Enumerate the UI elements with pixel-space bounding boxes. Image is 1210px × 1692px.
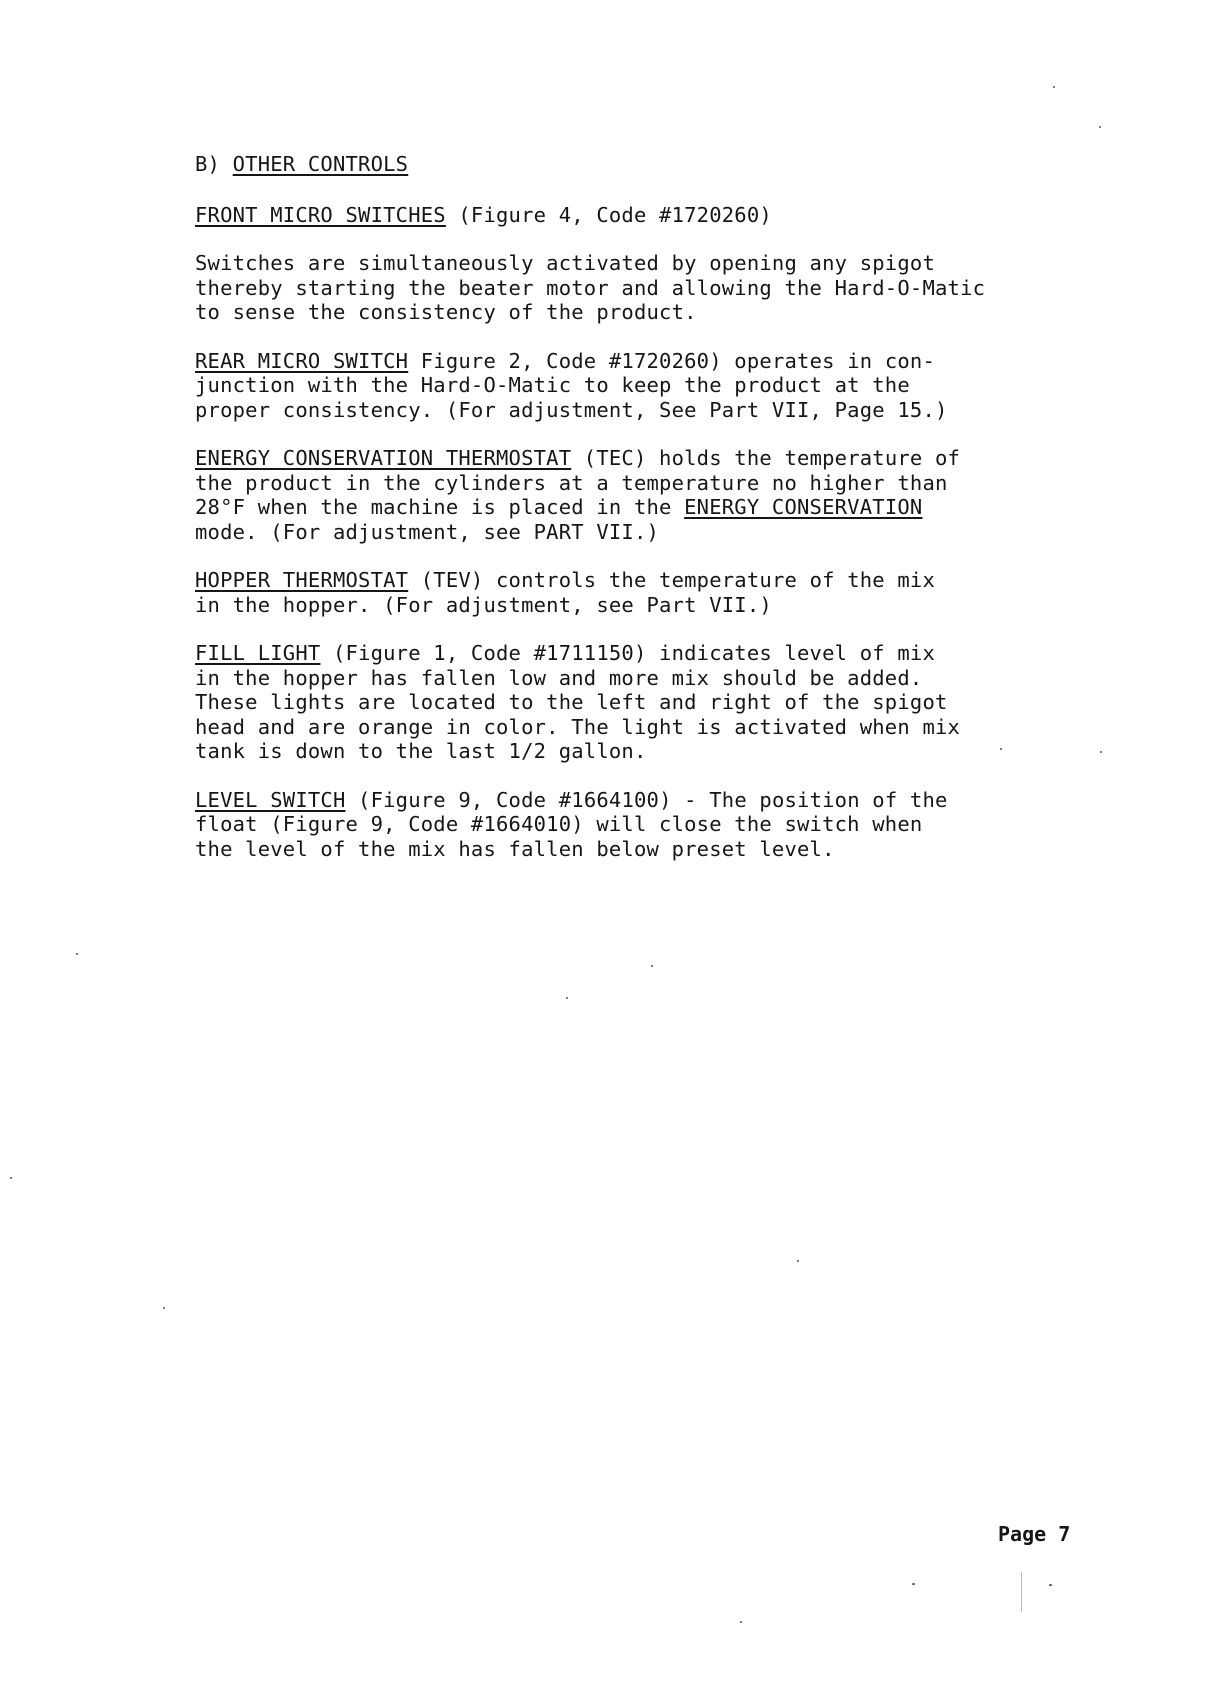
- scan-speck: [1021, 1572, 1022, 1612]
- paragraph-text: (TEV) controls the temperature of the mix in the hopper. (For adjustment, see Part VII.): [195, 568, 935, 617]
- scan-speck: [912, 1583, 915, 1585]
- page-number: Page 7: [998, 1522, 1071, 1546]
- scan-speck: [651, 965, 653, 967]
- paragraph-energy-conservation-thermostat: [195, 446, 1125, 544]
- scan-speck: [163, 1307, 165, 1309]
- paragraph-heading: HOPPER THERMOSTAT: [195, 568, 409, 592]
- paragraph-level-switch: [195, 788, 1125, 862]
- scan-speck: [1049, 1584, 1052, 1586]
- paragraph-heading: REAR MICRO SWITCH: [195, 348, 409, 373]
- section-heading: [195, 152, 1125, 177]
- scan-speck: [76, 953, 78, 955]
- paragraph-heading: FRONT MICRO SWITCHES: [195, 202, 446, 227]
- paragraph-switches-description: [195, 251, 1125, 325]
- scan-speck: [1099, 126, 1101, 128]
- paragraph-text: (TEC) holds the temperature of the product in the cylinders at a temperature no higher than 28°F when the machine is placed in the: [195, 446, 961, 519]
- paragraph-text: (Figure 4, Code #1720260): [445, 202, 772, 227]
- section-title: OTHER CONTROLS: [232, 152, 409, 176]
- page-content: [195, 152, 1125, 885]
- paragraph-text-after: mode. (For adjustment, see PART VII.): [195, 519, 660, 544]
- scan-speck: [1100, 751, 1102, 753]
- paragraph-text: (Figure 1, Code #1711150) indicates level of mix in the hopper has fallen low and more mix should be added. These lights are located to the left and right of the spigot head and are orange in color. The light is activated when mix tank is down to the last 1/2 gallon.: [195, 641, 961, 763]
- scan-speck: [1053, 86, 1055, 88]
- paragraph-heading: ENERGY CONSERVATION THERMOSTAT: [195, 446, 572, 470]
- paragraph-heading: FILL LIGHT: [195, 641, 321, 665]
- paragraph-front-micro-switches: [195, 203, 1125, 228]
- scan-speck: [10, 1177, 12, 1179]
- scan-speck: [797, 1260, 799, 1262]
- paragraph-heading: LEVEL SWITCH: [195, 787, 346, 812]
- inline-underlined-term: ENERGY CONSERVATION: [684, 495, 923, 519]
- paragraph-hopper-thermostat: [195, 568, 1125, 617]
- paragraph-text: Switches are simultaneously activated by opening any spigot thereby starting the beater motor and allowing the Hard-O-Matic to sense the consistency of the product.: [195, 251, 986, 324]
- paragraph-text: (Figure 9, Code #1664100) - The position of the float (Figure 9, Code #1664010) will close the switch when the level of the mix has fallen below preset level.: [195, 787, 948, 861]
- paragraph-rear-micro-switch: [195, 349, 1125, 423]
- scan-speck: [566, 997, 568, 999]
- section-prefix: B): [195, 152, 221, 176]
- scan-speck: [1000, 748, 1002, 750]
- paragraph-fill-light: [195, 641, 1125, 764]
- scan-speck: [740, 1621, 742, 1623]
- paragraph-text: Figure 2, Code #1720260) operates in con- junction with the Hard-O-Matic to keep the product at the proper consistency. (For adjustment, See Part VII, Page 15.): [195, 348, 948, 422]
